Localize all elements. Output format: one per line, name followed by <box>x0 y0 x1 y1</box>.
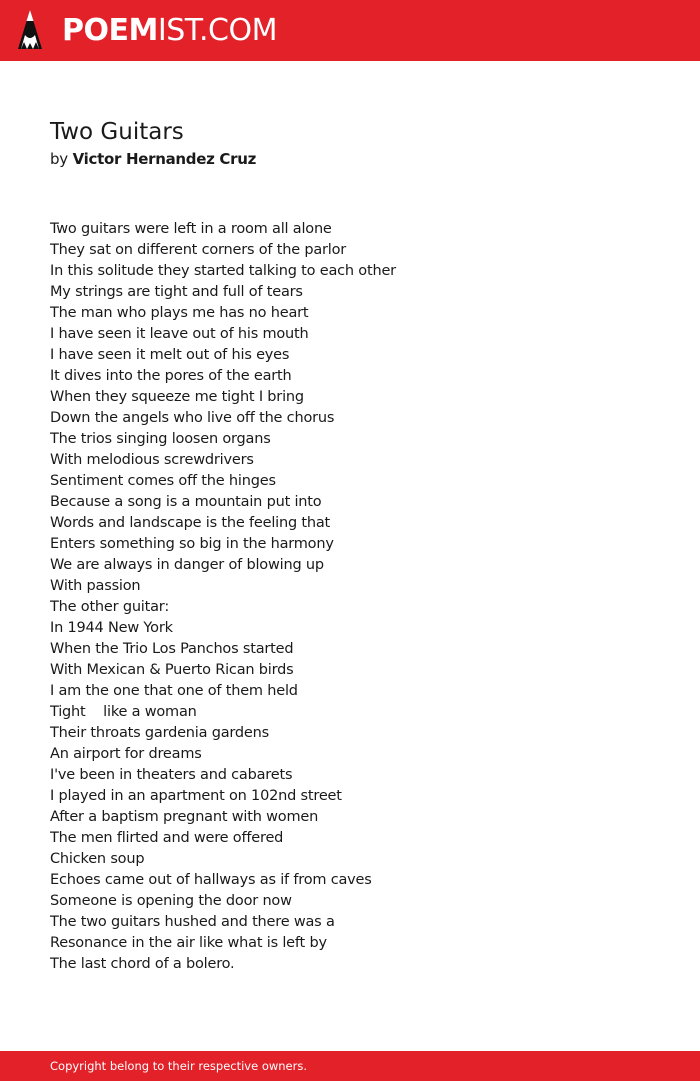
poem-line: The last chord of a bolero. <box>50 956 235 972</box>
poem-line: I've been in theaters and cabarets <box>50 767 293 783</box>
poem-line: In 1944 New York <box>50 620 173 636</box>
poem-line: Tight like a woman <box>50 704 197 720</box>
poem-line: The men flirted and were offered <box>50 830 284 846</box>
poem-line: We are always in danger of blowing up <box>50 557 324 573</box>
poem-line: With passion <box>50 578 141 594</box>
logo-text-light: IST.COM <box>157 13 277 48</box>
poem-line: I played in an apartment on 102nd street <box>50 788 342 804</box>
poem-byline <box>50 148 256 170</box>
poem-line: Because a song is a mountain put into <box>50 494 322 510</box>
copyright-notice: Copyright belong to their respective owners. <box>50 1059 308 1073</box>
poem-line: Resonance in the air like what is left by <box>50 935 327 951</box>
poem-line: Down the angels who live off the chorus <box>50 410 335 426</box>
poem-line: Enters something so big in the harmony <box>50 536 334 552</box>
by-label: by <box>50 150 68 168</box>
poem-line: I am the one that one of them held <box>50 683 298 699</box>
poem-line: Echoes came out of hallways as if from caves <box>50 872 372 888</box>
site-footer <box>0 1051 700 1081</box>
poem-line: With Mexican & Puerto Rican birds <box>50 662 294 678</box>
poem-line: An airport for dreams <box>50 746 202 762</box>
poem-author: Victor Hernandez Cruz <box>72 150 257 168</box>
poem-line: They sat on different corners of the parlor <box>50 242 347 258</box>
poem-line: Their throats gardenia gardens <box>50 725 269 741</box>
poem-line: I have seen it melt out of his eyes <box>50 347 290 363</box>
logo-text-bold: POEM <box>62 13 158 48</box>
poem-line: The two guitars hushed and there was a <box>50 914 335 930</box>
poem-line: Sentiment comes off the hinges <box>50 473 276 489</box>
poem-line: The man who plays me has no heart <box>50 305 309 321</box>
poem-line: My strings are tight and full of tears <box>50 284 303 300</box>
poem-line: When the Trio Los Panchos started <box>50 641 294 657</box>
poem-line: Words and landscape is the feeling that <box>50 515 331 531</box>
poem-line: After a baptism pregnant with women <box>50 809 319 825</box>
site-header <box>0 0 700 61</box>
poem-line: Two guitars were left in a room all alone <box>50 221 332 237</box>
poem-line: Chicken soup <box>50 851 145 867</box>
poem-line: The other guitar: <box>50 599 170 615</box>
poem-title: Two Guitars <box>50 119 184 145</box>
poem-line: In this solitude they started talking to each other <box>50 263 396 279</box>
site-logo[interactable] <box>62 13 277 49</box>
poem-line: It dives into the pores of the earth <box>50 368 292 384</box>
poem-line: With melodious screwdrivers <box>50 452 254 468</box>
poem-line: I have seen it leave out of his mouth <box>50 326 309 342</box>
poem-line: When they squeeze me tight I bring <box>50 389 304 405</box>
pencil-tip-icon[interactable] <box>16 9 44 51</box>
poem-line: Someone is opening the door now <box>50 893 292 909</box>
poem-body <box>50 219 650 975</box>
poem-line: The trios singing loosen organs <box>50 431 271 447</box>
